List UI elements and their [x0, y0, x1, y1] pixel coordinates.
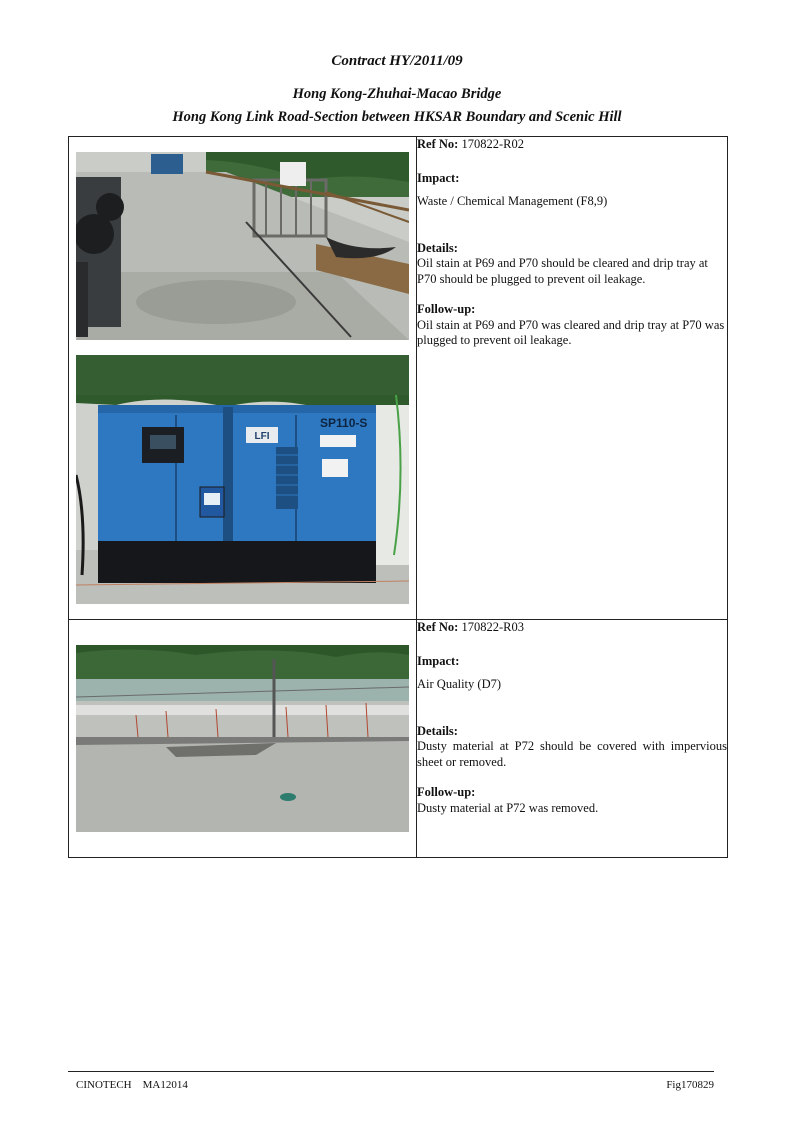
followup-value: Oil stain at P69 and P70 was cleared and drip tray at P70 was plugged to prevent oil leakage.	[417, 317, 725, 347]
observation-table	[68, 136, 728, 858]
ref-value: 170822-R02	[461, 137, 524, 151]
ref-label: Ref No:	[417, 620, 459, 634]
details-value: Oil stain at P69 and P70 should be cleared and drip tray at P70 should be plugged to prevent oil leakage.	[417, 256, 708, 286]
followup-value: Dusty material at P72 was removed.	[417, 800, 599, 815]
details-label: Details:	[417, 240, 458, 255]
details-value: Dusty material at P72 should be covered with impervious sheet or removed.	[417, 739, 727, 769]
photo-bridge-deck	[76, 152, 409, 340]
impact-value: Waste / Chemical Management (F8,9)	[417, 194, 608, 208]
footer-figure-number: Fig170829	[666, 1079, 714, 1091]
project-title: Hong Kong-Zhuhai-Macao Bridge	[292, 86, 502, 102]
photo-bridge-deck-image	[76, 152, 409, 340]
table-row	[69, 137, 728, 620]
footer-divider	[68, 1071, 714, 1072]
followup-label: Follow-up:	[417, 302, 476, 316]
details-label: Details:	[417, 723, 458, 738]
photo-generator-image	[76, 355, 409, 604]
record-info-1	[417, 137, 728, 620]
table-row	[69, 620, 728, 858]
ref-value: 170822-R03	[461, 620, 524, 634]
footer-company: CINOTECH MA12014	[76, 1079, 188, 1091]
section-title: Hong Kong Link Road-Section between HKSAR Boundary and Scenic Hill	[172, 109, 622, 125]
followup-label: Follow-up:	[417, 785, 476, 799]
generator-brand-label: LFI	[254, 431, 270, 442]
photo-cell	[69, 137, 417, 620]
ref-label: Ref No:	[417, 137, 459, 151]
photo-cell	[69, 620, 417, 858]
photo-deck-edge-image	[76, 645, 409, 832]
record-info-2	[417, 620, 728, 858]
contract-title: Contract HY/2011/09	[331, 53, 463, 69]
generator-model-label: SP110-S	[320, 416, 368, 430]
photo-generator	[76, 355, 409, 604]
impact-value: Air Quality (D7)	[417, 677, 502, 691]
impact-label: Impact:	[417, 170, 460, 185]
photo-deck-edge	[76, 645, 409, 832]
impact-label: Impact:	[417, 653, 460, 668]
